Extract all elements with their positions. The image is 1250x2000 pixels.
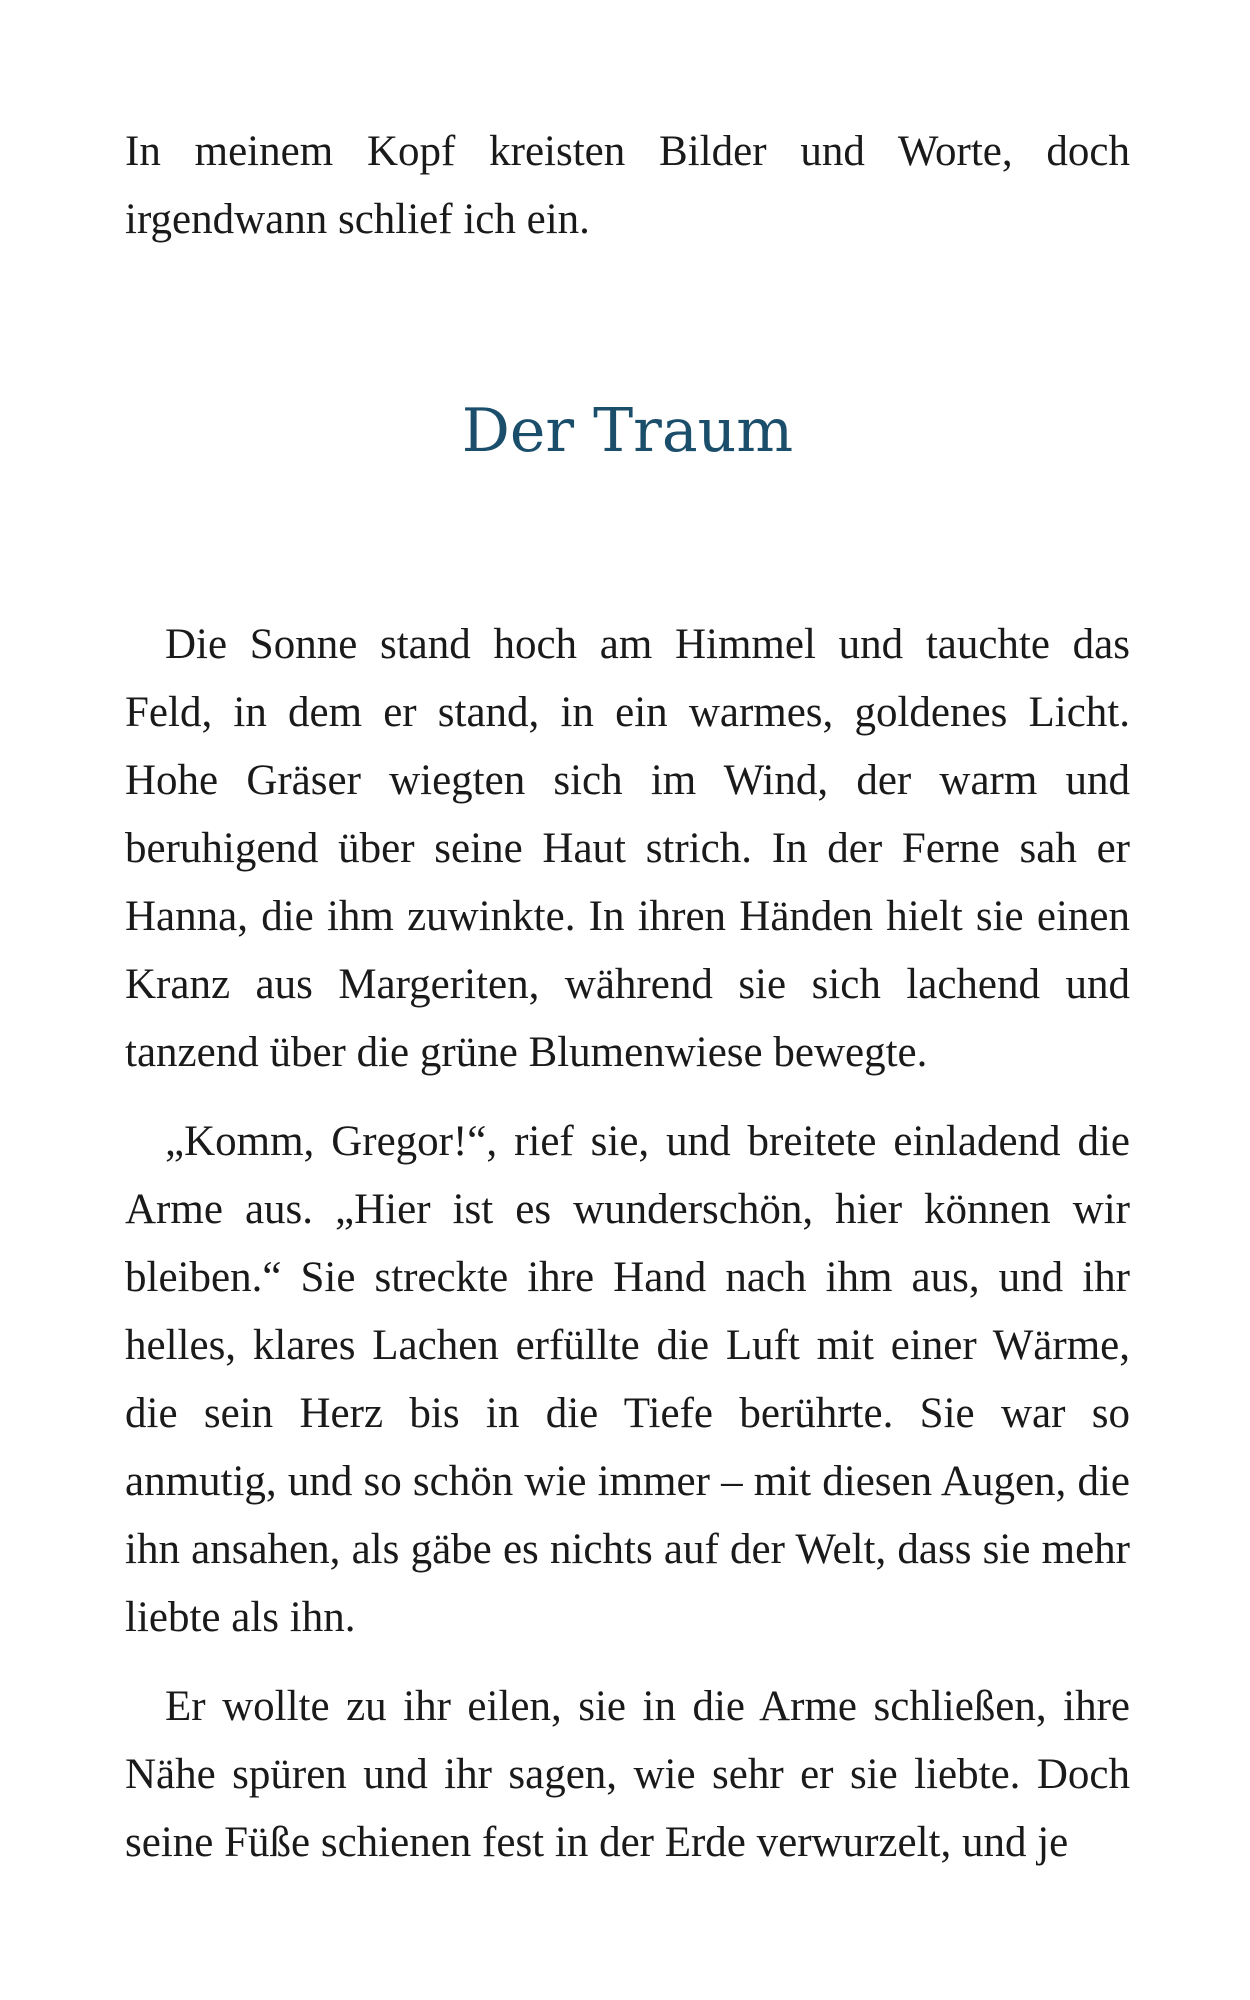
paragraph-1: Die Sonne stand hoch am Himmel und tauchte das Feld, in dem er stand, in ein warmes, goldenes Licht. Hohe Gräser wiegten sich im Wind, der warm und beruhigend über seine Haut strich. In der Ferne sah er Hanna, die ihm zuwinkte. In ihren Händen hielt sie einen Kranz aus Margeriten, während sie sich lachend und tanzend über die grüne Blumenwiese bewegte. — [125, 621, 1130, 1076]
chapter-title: Der Traum — [461, 396, 794, 466]
opening-paragraph: In meinem Kopf kreisten Bilder und Worte, doch irgendwann schlief ich ein. — [125, 128, 1130, 243]
paragraph-3: Er wollte zu ihr eilen, sie in die Arme schließen, ihre Nähe spüren und ihr sagen, wie sehr er sie liebte. Doch seine Füße schienen fest in der Erde verwurzelt, und je — [125, 1683, 1130, 1866]
book-page — [125, 118, 1130, 1877]
paragraph-2: „Komm, Gregor!“, rief sie, und breitete einladend die Arme aus. „Hier ist es wunderschön, hier können wir bleiben.“ Sie streckte ihre Hand nach ihm aus, und ihr helles, klares Lachen erfüllte die Luft mit einer Wärme, die sein Herz bis in die Tiefe berührte. Sie war so anmutig, und so schön wie immer – mit diesen Augen, die ihn ansahen, als gäbe es nichts auf der Welt, dass sie mehr liebte als ihn. — [125, 1118, 1130, 1641]
